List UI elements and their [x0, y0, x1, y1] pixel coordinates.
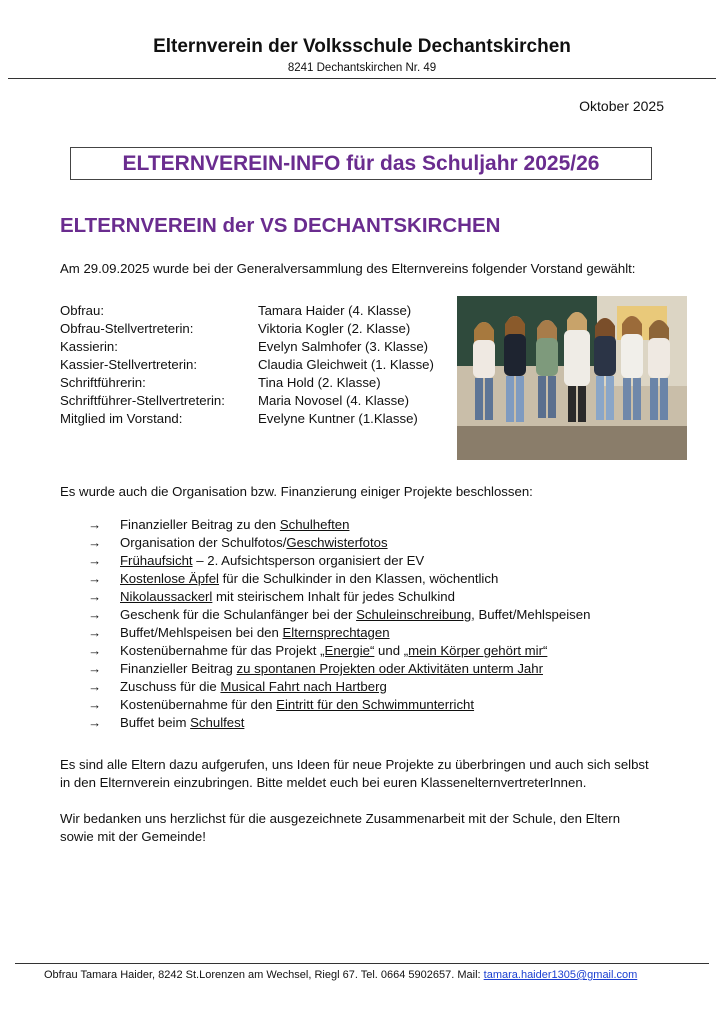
item-underlined: „mein Körper gehört mir“: [403, 643, 548, 658]
list-item: [88, 624, 590, 642]
arrow-icon: →: [88, 679, 102, 694]
footer-divider: [15, 963, 709, 964]
item-underlined: Kostenlose Äpfel: [120, 571, 219, 586]
header-address: 8241 Dechantskirchen Nr. 49: [287, 62, 437, 74]
arrow-icon: →: [88, 589, 102, 604]
appeal-line-1: Es sind alle Eltern dazu aufgerufen, uns Ideen für neue Projekte zu überbringen und auch sich selbst: [60, 757, 649, 772]
arrow-icon: →: [88, 715, 102, 730]
item-text: Zuschuss für die: [120, 679, 221, 694]
info-box-title: ELTERNVEREIN-INFO für das Schuljahr 2025/26: [70, 147, 652, 180]
intro-paragraph: Am 29.09.2025 wurde bei der Generalversammlung des Elternvereins folgender Vorstand gewählt:: [60, 261, 636, 276]
board-row: [60, 302, 434, 320]
board-role: Kassierin:: [60, 339, 118, 354]
list-item: [88, 642, 590, 660]
list-item: [88, 606, 590, 624]
item-text: Kostenübernahme für den: [120, 697, 277, 712]
list-item: [88, 516, 590, 534]
board-list: [60, 302, 434, 428]
item-underlined: Geschwisterfotos: [286, 535, 388, 550]
arrow-icon: →: [88, 643, 102, 658]
item-underlined: „Energie“: [320, 643, 375, 658]
board-row: [60, 410, 434, 428]
board-member: Tamara Haider (4. Klasse): [258, 303, 412, 318]
header-title: Elternverein der Volksschule Dechantskirchen: [153, 36, 571, 57]
list-item: [88, 588, 590, 606]
item-text: Organisation der Schulfotos/: [120, 535, 287, 550]
item-underlined: Eintritt für den Schwimmunterricht: [276, 697, 475, 712]
list-item: [88, 570, 590, 588]
item-text: – 2. Aufsichtsperson organisiert der EV: [192, 553, 425, 568]
group-photo: [457, 296, 687, 460]
projects-list: [88, 516, 590, 732]
board-member: Maria Novosel (4. Klasse): [258, 393, 409, 408]
item-text: Buffet beim: [120, 715, 191, 730]
appeal-line-2: in den Elternverein einzubringen. Bitte meldet euch bei euren KlassenelternvertreterInnen.: [60, 775, 587, 790]
arrow-icon: →: [88, 661, 102, 676]
item-underlined: Frühaufsicht: [120, 553, 193, 568]
projects-intro: Es wurde auch die Organisation bzw. Finanzierung einiger Projekte beschlossen:: [60, 484, 533, 499]
arrow-icon: →: [88, 625, 102, 640]
thanks-line-2: sowie mit der Gemeinde!: [60, 829, 206, 844]
board-row: [60, 374, 434, 392]
list-item: [88, 660, 590, 678]
item-text: und: [374, 643, 404, 658]
item-underlined: Nikolaussackerl: [120, 589, 213, 604]
board-member: Evelyn Salmhofer (3. Klasse): [258, 339, 429, 354]
item-underlined: zu spontanen Projekten oder Aktivitäten unterm Jahr: [236, 661, 543, 676]
footer: [44, 969, 637, 981]
list-item: [88, 696, 590, 714]
board-role: Obfrau-Stellvertreterin:: [60, 321, 194, 336]
board-role: Schriftführer-Stellvertreterin:: [60, 393, 225, 408]
footer-contact: Obfrau Tamara Haider, 8242 St.Lorenzen am Wechsel, Riegl 67. Tel. 0664 5902657. Mail:: [44, 969, 484, 981]
arrow-icon: →: [88, 697, 102, 712]
item-underlined: Schuleinschreibung: [356, 607, 472, 622]
item-text: für die Schulkinder in den Klassen, wöchentlich: [218, 571, 499, 586]
list-item: [88, 552, 590, 570]
arrow-icon: →: [88, 571, 102, 586]
board-member: Tina Hold (2. Klasse): [258, 375, 381, 390]
list-item: [88, 534, 590, 552]
item-text: Geschenk für die Schulanfänger bei der: [120, 607, 357, 622]
item-text: , Buffet/Mehlspeisen: [471, 607, 591, 622]
item-underlined: Elternsprechtagen: [282, 625, 390, 640]
board-role: Obfrau:: [60, 303, 104, 318]
item-text: mit steirischem Inhalt für jedes Schulkind: [212, 589, 455, 604]
board-role: Schriftführerin:: [60, 375, 146, 390]
item-text: Kostenübernahme für das Projekt: [120, 643, 321, 658]
arrow-icon: →: [88, 535, 102, 550]
board-member: Evelyne Kuntner (1.Klasse): [258, 411, 418, 426]
board-role: Kassier-Stellvertreterin:: [60, 357, 198, 372]
thanks-line-1: Wir bedanken uns herzlichst für die ausgezeichnete Zusammenarbeit mit der Schule, den Eltern: [60, 811, 621, 826]
board-row: [60, 392, 434, 410]
header-divider: [8, 78, 716, 79]
board-row: [60, 338, 434, 356]
list-item: [88, 678, 590, 696]
document-date: Oktober 2025: [579, 98, 664, 114]
item-text: Finanzieller Beitrag: [120, 661, 237, 676]
item-underlined: Schulfest: [190, 715, 245, 730]
email-link[interactable]: tamara.haider1305@gmail.com: [483, 969, 638, 981]
arrow-icon: →: [88, 607, 102, 622]
board-role: Mitglied im Vorstand:: [60, 411, 183, 426]
board-row: [60, 356, 434, 374]
board-row: [60, 320, 434, 338]
item-text: Finanzieller Beitrag zu den: [120, 517, 280, 532]
arrow-icon: →: [88, 553, 102, 568]
arrow-icon: →: [88, 517, 102, 532]
list-item: [88, 714, 590, 732]
item-text: Buffet/Mehlspeisen bei den: [120, 625, 283, 640]
section-heading: ELTERNVEREIN der VS DECHANTSKIRCHEN: [60, 214, 501, 237]
item-underlined: Musical Fahrt nach Hartberg: [220, 679, 387, 694]
board-member: Claudia Gleichweit (1. Klasse): [258, 357, 434, 372]
board-member: Viktoria Kogler (2. Klasse): [258, 321, 411, 336]
item-underlined: Schulheften: [279, 517, 350, 532]
